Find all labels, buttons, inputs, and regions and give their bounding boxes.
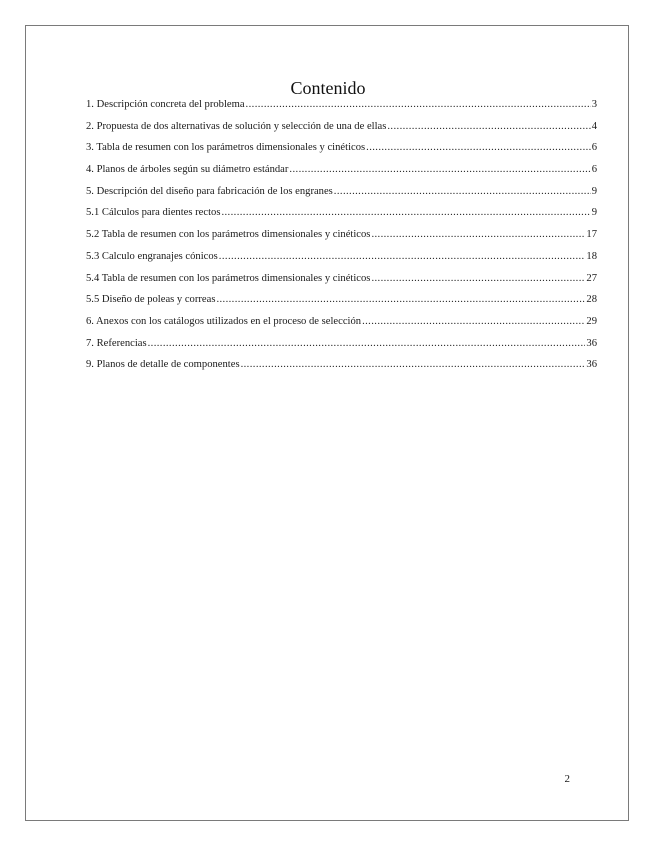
toc-dot-leader <box>219 251 586 262</box>
toc-dot-leader <box>216 294 585 305</box>
toc-dot-leader <box>334 186 591 197</box>
toc-entry-text: 5. Descripción del diseño para fabricación de los engranes <box>86 185 333 197</box>
toc-entry-page: 3 <box>591 99 597 110</box>
toc-dot-leader <box>246 99 591 110</box>
toc-entry-text: 5.4 Tabla de resumen con los parámetros dimensionales y cinéticos <box>86 272 371 284</box>
toc-dot-leader <box>366 142 591 153</box>
toc-entry-text: 6. Anexos con los catálogos utilizados en el proceso de selección <box>86 315 362 327</box>
toc-entry[interactable] <box>86 164 597 186</box>
toc-dot-leader <box>362 316 585 327</box>
toc-entry-page: 36 <box>586 359 597 371</box>
toc-dot-leader <box>371 273 585 284</box>
toc-entry-text: 5.5 Diseño de poleas y correas <box>86 294 216 306</box>
toc-entry-page: 28 <box>586 294 597 306</box>
toc-entry[interactable] <box>86 229 597 251</box>
toc-dot-leader <box>148 338 586 349</box>
toc-dot-leader <box>289 164 590 175</box>
toc-entry[interactable] <box>86 338 597 360</box>
toc-entry-page: 6 <box>591 142 597 154</box>
toc-entry-text: 9. Planos de detalle de componentes <box>86 359 240 371</box>
toc-entry-text: 5.1 Cálculos para dientes rectos <box>86 207 221 219</box>
toc-entry[interactable] <box>86 316 597 338</box>
toc-dot-leader <box>241 359 586 370</box>
toc-entry[interactable] <box>86 251 597 273</box>
toc-entry-text: 5.2 Tabla de resumen con los parámetros dimensionales y cinéticos <box>86 229 371 241</box>
toc-entry-page: 27 <box>586 272 597 284</box>
toc-entry[interactable] <box>86 294 597 316</box>
toc-entry-text: 4. Planos de árboles según su diámetro estándar <box>86 164 289 176</box>
toc-dot-leader <box>371 229 585 240</box>
toc-entry-page: 36 <box>586 337 597 349</box>
toc-entry-page: 4 <box>591 120 597 132</box>
toc-entry-text: 7. Referencias <box>86 337 147 349</box>
toc-entry[interactable] <box>86 186 597 208</box>
toc-entry-text: 3. Tabla de resumen con los parámetros dimensionales y cinéticos <box>86 142 366 154</box>
toc-entry[interactable] <box>86 359 597 381</box>
toc-entry-page: 29 <box>586 315 597 327</box>
toc-entry-text: 2. Propuesta de dos alternativas de solución y selección de una de ellas <box>86 120 387 132</box>
toc-entry[interactable] <box>86 99 597 121</box>
toc-entry-page: 9 <box>591 185 597 197</box>
toc-dot-leader <box>221 207 590 218</box>
toc-entry-page: 17 <box>586 229 597 241</box>
page-number: 2 <box>564 773 570 785</box>
toc-entry-page: 9 <box>591 207 597 219</box>
toc-entry[interactable] <box>86 273 597 295</box>
toc-entry-text: 1. Descripción concreta del problema <box>86 99 245 110</box>
table-of-contents <box>86 99 597 381</box>
toc-entry-text: 5.3 Calculo engranajes cónicos <box>86 250 218 262</box>
toc-title: Contenido <box>290 78 366 98</box>
toc-entry[interactable] <box>86 207 597 229</box>
toc-entry[interactable] <box>86 121 597 143</box>
toc-dot-leader <box>387 121 590 132</box>
toc-entry[interactable] <box>86 142 597 164</box>
document-page <box>25 25 629 821</box>
toc-entry-page: 6 <box>591 164 597 176</box>
toc-entry-page: 18 <box>586 250 597 262</box>
